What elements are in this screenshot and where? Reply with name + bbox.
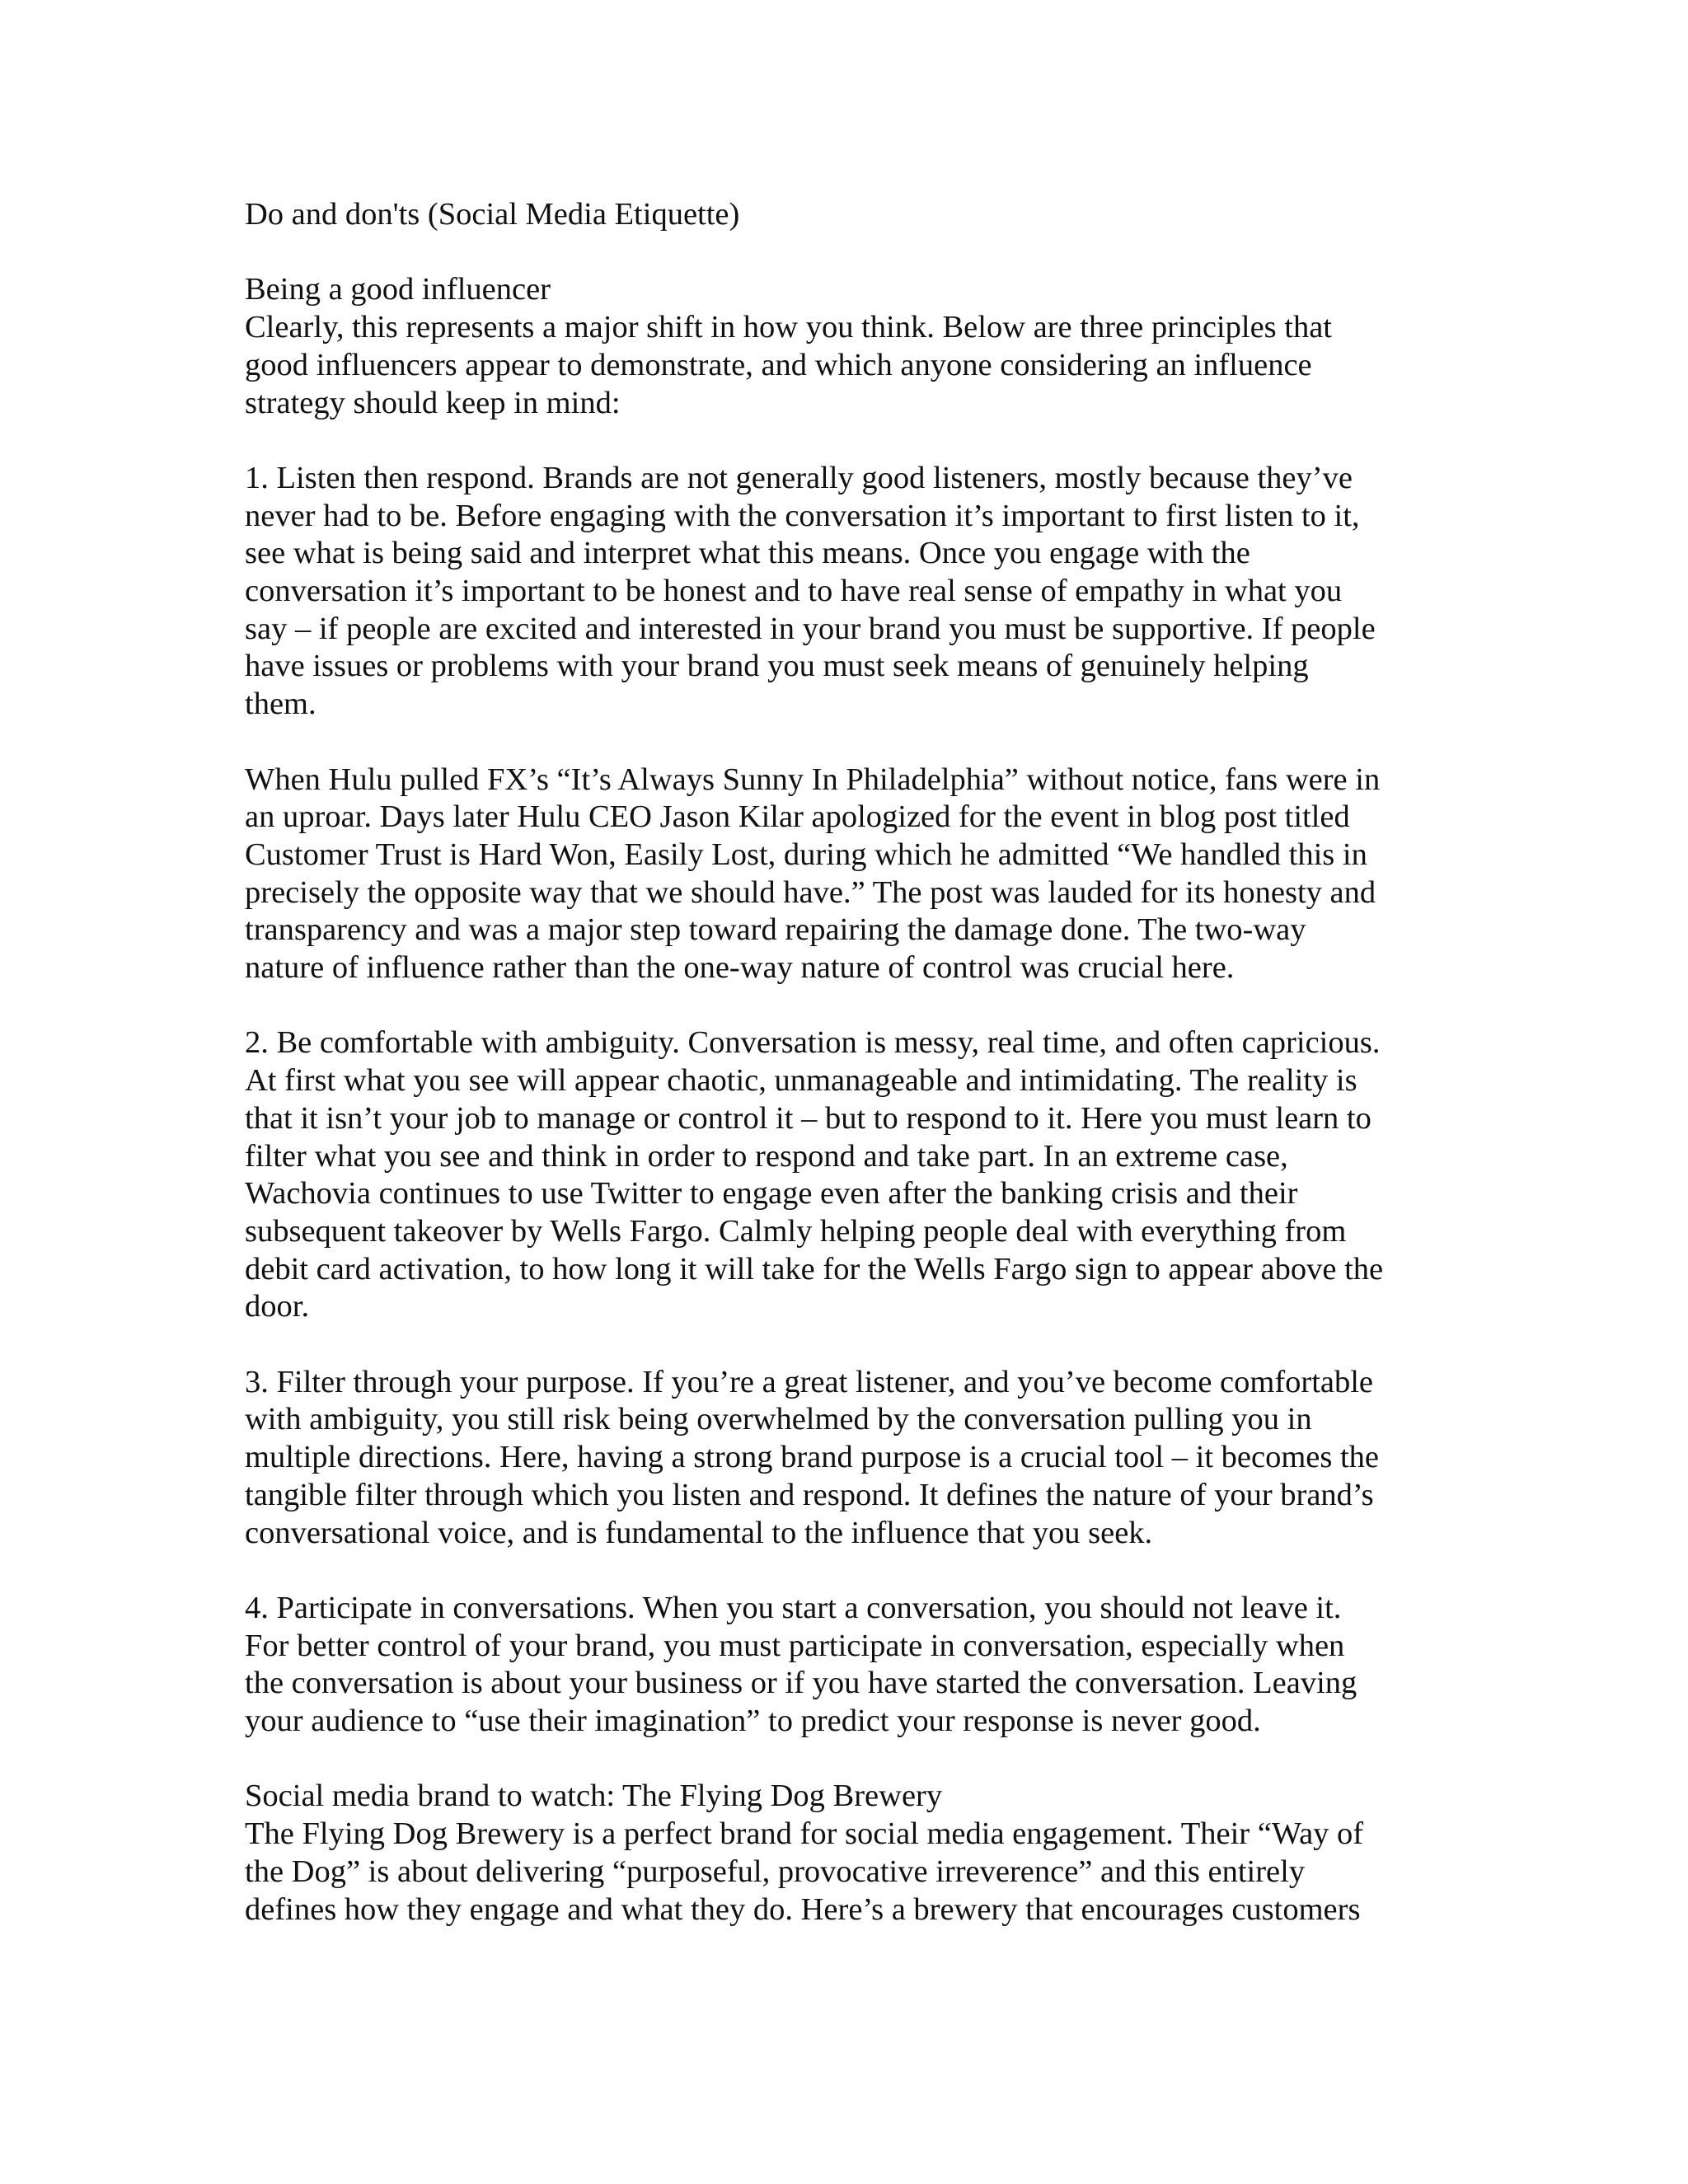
section-heading-flying-dog: Social media brand to watch: The Flying Dog Brewery	[245, 1779, 943, 1814]
text-line: debit card activation, to how long it will take for the Wells Fargo sign to appear above the	[245, 1251, 1384, 1286]
text-line: Wachovia continues to use Twitter to engage even after the banking crisis and their	[245, 1176, 1298, 1212]
text-line: an uproar. Days later Hulu CEO Jason Kilar apologized for the event in blog post titled	[245, 799, 1350, 835]
principle-4-paragraph	[245, 1590, 1448, 1741]
text-line: the Dog” is about delivering “purposeful, provocative irreverence” and this entirely	[245, 1854, 1306, 1889]
text-line: When Hulu pulled FX’s “It’s Always Sunny In Philadelphia” without notice, fans were in	[245, 762, 1381, 797]
text-line: that it isn’t your job to manage or control it – but to respond to it. Here you must learn to	[245, 1100, 1372, 1136]
text-line: defines how they engage and what they do. Here’s a brewery that encourages customers	[245, 1891, 1361, 1927]
intro-paragraph	[245, 271, 1448, 422]
text-line: 4. Participate in conversations. When you start a conversation, you should not leave it.	[245, 1590, 1342, 1625]
section-heading-influencer: Being a good influencer	[245, 272, 551, 307]
text-line: filter what you see and think in order to respond and take part. In an extreme case,	[245, 1138, 1288, 1174]
text-line: conversational voice, and is fundamental to the influence that you seek.	[245, 1515, 1153, 1550]
text-line: have issues or problems with your brand you must seek means of genuinely helping	[245, 649, 1309, 684]
text-line: see what is being said and interpret what this means. Once you engage with the	[245, 536, 1250, 571]
title-line: Do and don'ts (Social Media Etiquette)	[245, 197, 740, 232]
text-line: multiple directions. Here, having a strong brand purpose is a crucial tool – it becomes the	[245, 1440, 1379, 1475]
text-line: conversation it’s important to be honest and to have real sense of empathy in what you	[245, 574, 1343, 608]
text-line: Clearly, this represents a major shift in how you think. Below are three principles that	[245, 310, 1333, 345]
text-line: strategy should keep in mind:	[245, 385, 621, 420]
text-line: door.	[245, 1289, 310, 1324]
principle-1-paragraph	[245, 460, 1448, 724]
text-line: your audience to “use their imagination” to predict your response is never good.	[245, 1704, 1261, 1739]
document-title	[245, 196, 1448, 234]
hulu-example-paragraph	[245, 762, 1448, 987]
principle-3-paragraph	[245, 1364, 1448, 1553]
principle-2-paragraph	[245, 1024, 1448, 1326]
text-line: 1. Listen then respond. Brands are not generally good listeners, mostly because they’ve	[245, 460, 1353, 495]
text-line: say – if people are excited and interested in your brand you must be supportive. If people	[245, 611, 1376, 646]
text-line: For better control of your brand, you must participate in conversation, especially when	[245, 1628, 1345, 1663]
text-line: them.	[245, 687, 316, 722]
flying-dog-paragraph	[245, 1778, 1448, 1929]
text-line: Customer Trust is Hard Won, Easily Lost, during which he admitted “We handled this in	[245, 837, 1367, 872]
text-line: At first what you see will appear chaotic, unmanageable and intimidating. The reality is	[245, 1063, 1357, 1099]
text-line: the conversation is about your business or if you have started the conversation. Leaving	[245, 1666, 1357, 1701]
text-line: subsequent takeover by Wells Fargo. Calmly helping people deal with everything from	[245, 1213, 1347, 1249]
text-line: 2. Be comfortable with ambiguity. Conversation is messy, real time, and often capricious.	[245, 1025, 1381, 1061]
text-line: never had to be. Before engaging with the conversation it’s important to first listen to it,	[245, 498, 1360, 533]
text-line: tangible filter through which you listen and respond. It defines the nature of your brand’s	[245, 1477, 1374, 1512]
text-line: good influencers appear to demonstrate, and which anyone considering an influence	[245, 347, 1312, 382]
text-line: 3. Filter through your purpose. If you’re a great listener, and you’ve become comfortable	[245, 1364, 1374, 1399]
text-line: transparency and was a major step toward repairing the damage done. The two-way	[245, 912, 1306, 948]
text-line: nature of influence rather than the one-way nature of control was crucial here.	[245, 950, 1235, 986]
text-line: with ambiguity, you still risk being overwhelmed by the conversation pulling you in	[245, 1402, 1312, 1437]
text-line: precisely the opposite way that we should have.” The post was lauded for its honesty and	[245, 874, 1376, 910]
text-line: The Flying Dog Brewery is a perfect brand for social media engagement. Their “Way of	[245, 1816, 1364, 1852]
document-body	[245, 196, 1448, 1929]
